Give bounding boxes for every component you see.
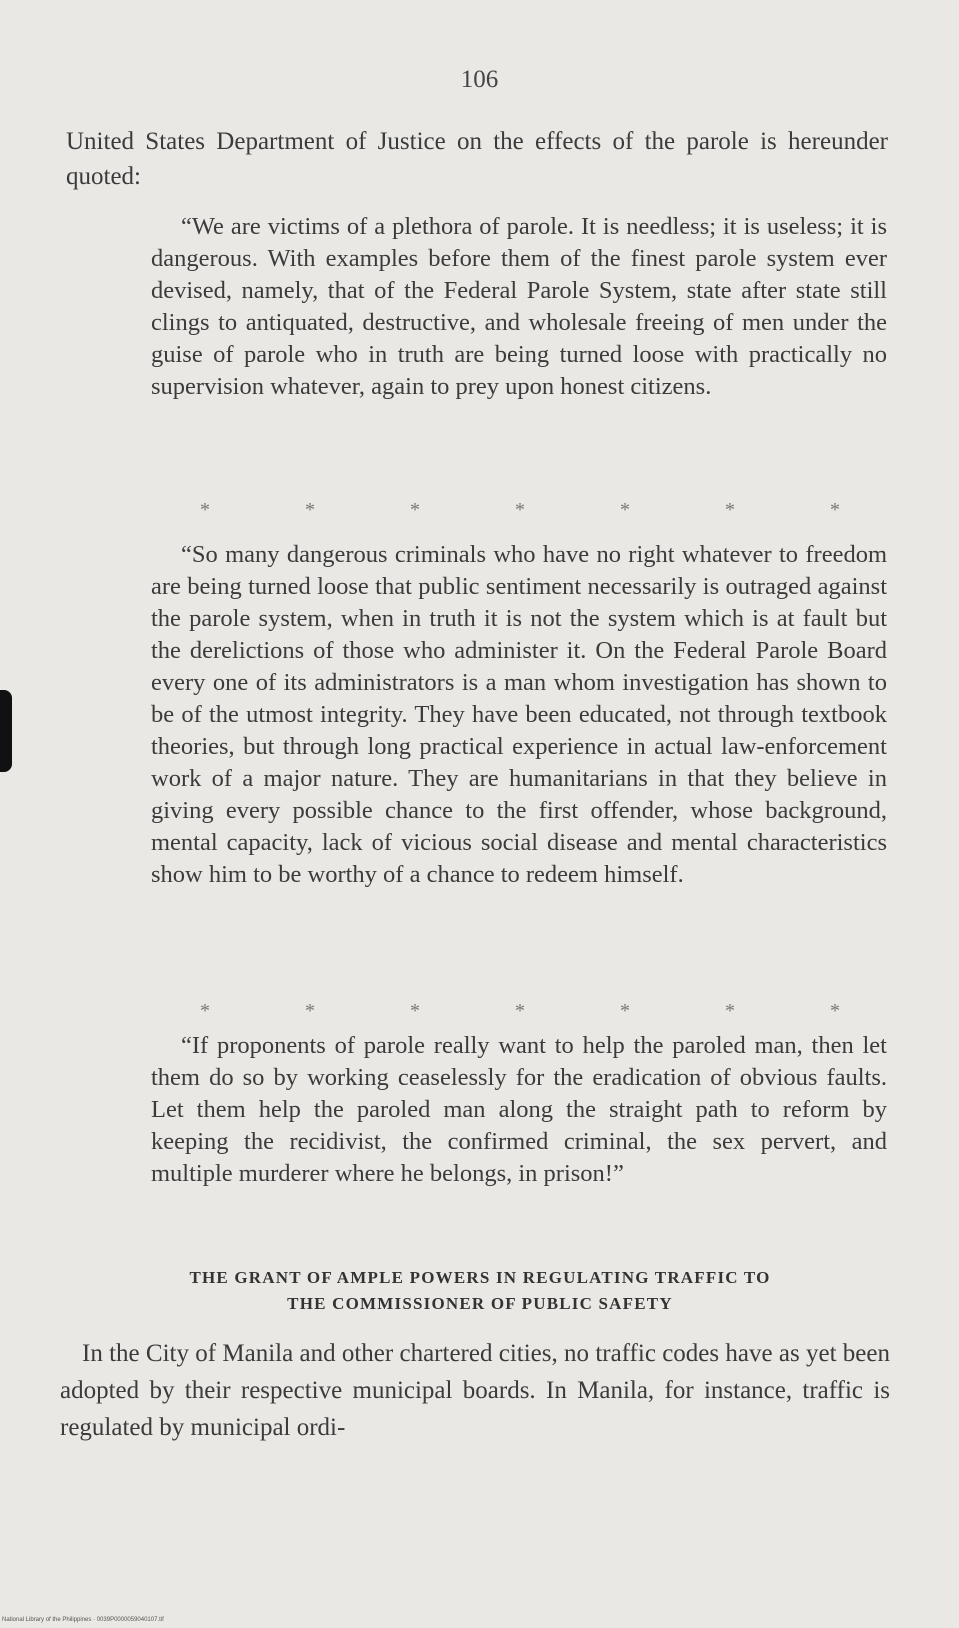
lead-paragraph: United States Department of Justice on the effects of the parole is hereunder quoted: — [66, 128, 888, 190]
ellipsis-separator-1 — [200, 499, 840, 522]
star: * — [305, 1000, 315, 1022]
star: * — [725, 1000, 735, 1022]
binding-shadow — [0, 690, 12, 772]
scan-footer: National Library of the Philippines · 0039P0000059040107.tif — [2, 1617, 164, 1623]
star: * — [830, 1000, 840, 1022]
body-paragraph — [60, 1335, 890, 1446]
star: * — [830, 499, 840, 521]
section-heading-line-1: THE GRANT OF AMPLE POWERS IN REGULATING TRAFFIC TO — [189, 1268, 771, 1287]
star: * — [725, 499, 735, 521]
star: * — [515, 499, 525, 521]
star: * — [620, 1000, 630, 1022]
section-heading-line-2: THE COMMISSIONER OF PUBLIC SAFETY — [287, 1294, 673, 1313]
star: * — [200, 499, 210, 521]
star: * — [410, 1000, 420, 1022]
star: * — [515, 1000, 525, 1022]
star: * — [410, 499, 420, 521]
quote-text-3: “If proponents of parole really want to help the paroled man, then let them do so by working ceaselessly for the eradication of obvious faults. Let them help the paroled man along the straight path to reform by keeping the recidivist, the confirmed criminal, the sex pervert, and multiple murderer where he belongs, in prison!” — [151, 1032, 887, 1187]
page-number: 106 — [460, 66, 499, 93]
section-heading — [60, 1265, 900, 1317]
quote-text-1: “We are victims of a plethora of parole. It is needless; it is useless; it is dangerous. With examples before them of the finest parole system ever devised, namely, that of the Federal Parole System, state after state still clings to antiquated, destructive, and wholesale freeing of men under the guise of parole who in truth are being turned loose with practically no supervision whatever, again to prey upon honest citizens. — [151, 213, 887, 400]
ellipsis-separator-2 — [200, 1000, 840, 1023]
star: * — [305, 499, 315, 521]
quote-text-2: “So many dangerous criminals who have no right whatever to freedom are being turned loose that public sentiment necessarily is outraged against the parole system, when in truth it is not the system which is at fault but the derelictions of those who administer it. On the Federal Parole Board every one of its administrators is a man whom investigation has shown to be of the utmost integrity. They have been educated, not through textbook theories, but through long practical experience in actual law-enforcement work of a major nature. They are humanitarians in that they believe in giving every possible chance to the first offender, whose background, mental capacity, lack of vicious social disease and mental characteristics show him to be worthy of a chance to redeem himself. — [151, 541, 887, 888]
star: * — [200, 1000, 210, 1022]
quote-paragraph-1 — [151, 211, 887, 403]
quote-paragraph-2 — [151, 539, 887, 891]
body-text: In the City of Manila and other chartered cities, no traffic codes have as yet been adopted by their respective municipal boards. In Manila, for instance, traffic is regulated by municipal ordi- — [60, 1340, 890, 1441]
quote-paragraph-3 — [151, 1030, 887, 1190]
star: * — [620, 499, 630, 521]
